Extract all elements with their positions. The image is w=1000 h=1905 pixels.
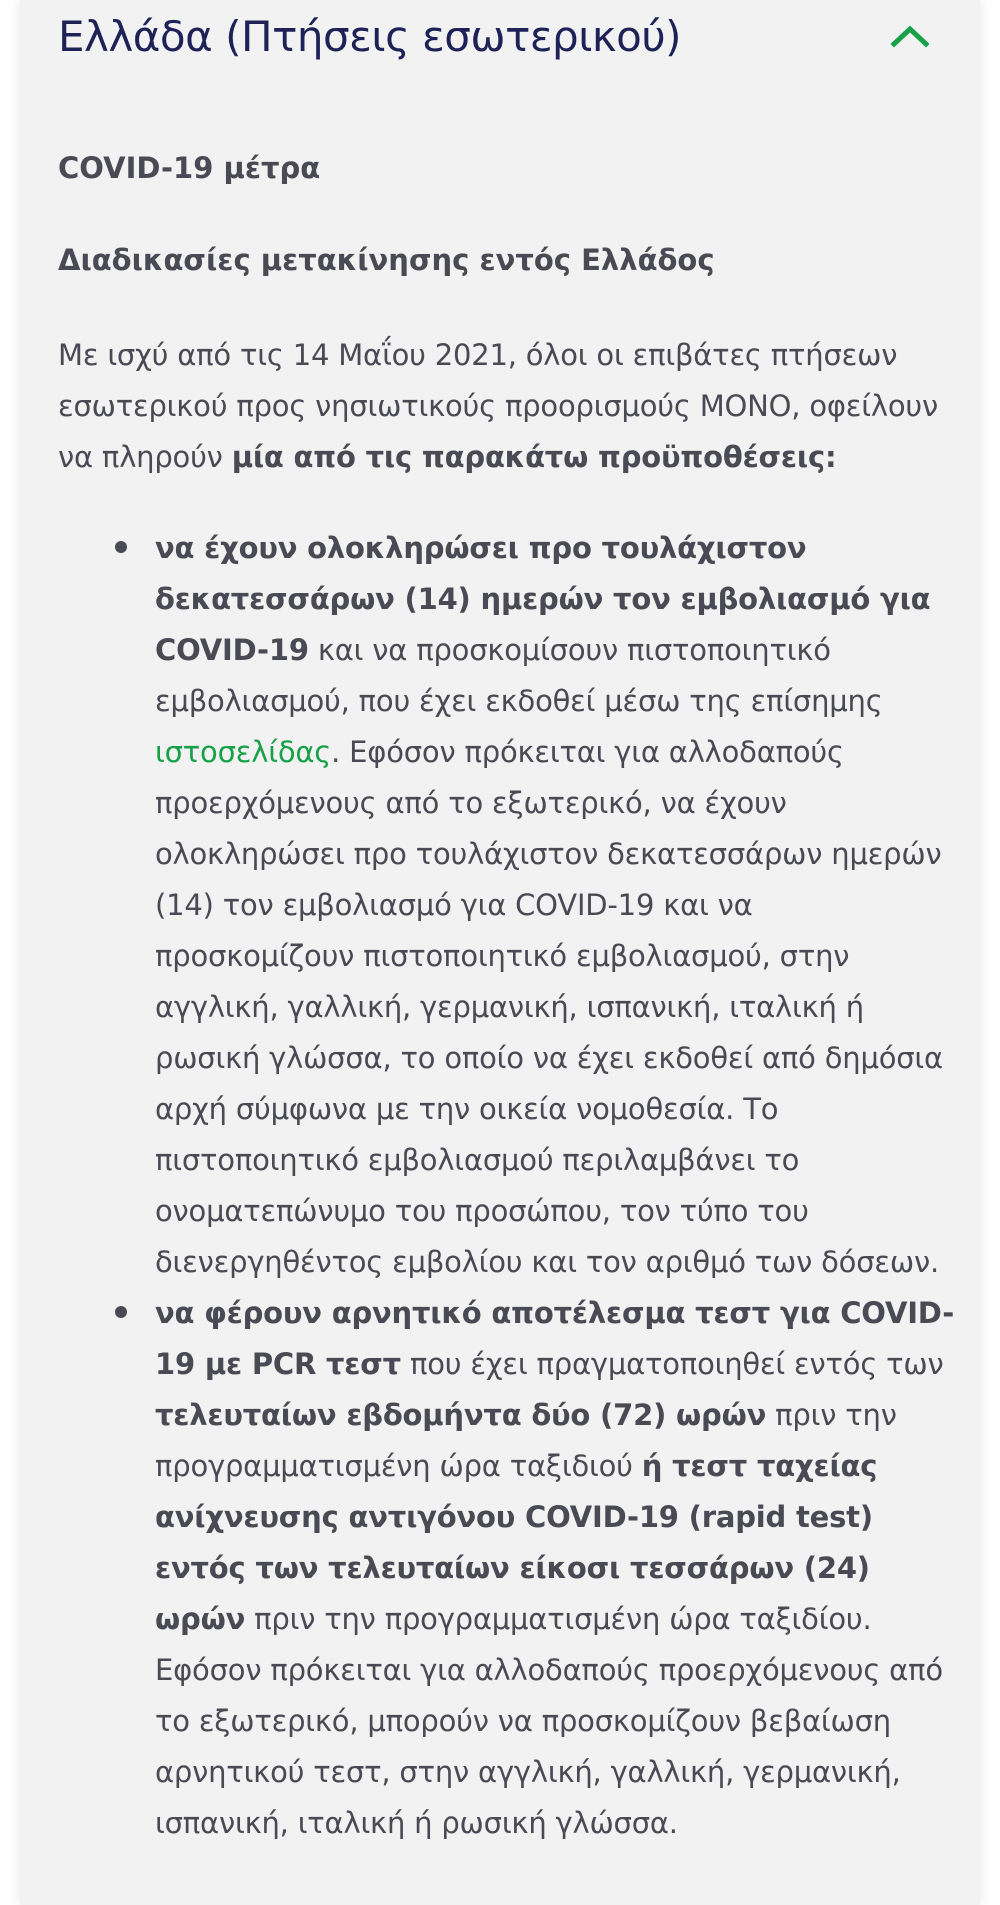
domestic-travel-heading: Διαδικασίες μετακίνησης εντός Ελλάδος — [58, 243, 715, 277]
intro-paragraph — [58, 330, 958, 483]
conditions-list — [58, 523, 958, 1849]
bullet-icon — [115, 1306, 127, 1318]
condition-1-text-rest: . Εφόσον πρόκειται για αλλοδαπούς προερχόμενους από το εξωτερικό, να έχουν ολοκληρώσει προ τουλάχιστον δεκατεσσάρων ημερών (14) τον εμβολιασμό για COVID-19 και να προσκομίζουν πιστοποιητικό εμβολιασμού, στην αγγλική, γαλλική, γερμανική, ισπανική, ιταλική ή ρωσική γλώσσα, το οποίο να έχει εκδοθεί από δημόσια αρχή σύμφωνα με την οικεία νομοθεσία. Το πιστοποιητικό εμβολιασμού περιλαμβάνει το ονοματεπώνυμο του προσώπου, τον τύπο του διενεργηθέντος εμβολίου και τον αριθμό των δόσεων. — [155, 735, 943, 1279]
condition-1-text: και να προσκομίσουν πιστοποιητικό εμβολιασμού, που έχει εκδοθεί μέσω της επίσημης — [155, 633, 883, 718]
intro-text: Με ισχύ από τις 14 Μαΐου 2021, όλοι οι επιβάτες πτήσεων εσωτερικού προς νησιωτικούς προορισμούς ΜΟΝΟ, οφείλουν να πληρούν — [58, 338, 938, 474]
chevron-up-icon[interactable] — [888, 21, 932, 51]
accordion-header[interactable] — [58, 0, 932, 72]
condition-1-bold: να έχουν ολοκληρώσει προ τουλάχιστον δεκατεσσάρων (14) ημερών τον εμβολιασμό για COVID-19 — [155, 531, 931, 667]
official-website-link[interactable]: ιστοσελίδας — [155, 735, 332, 769]
condition-2-text: που έχει πραγματοποιηθεί εντός των — [400, 1347, 944, 1381]
condition-2-bold-hours: τελευταίων εβδομήντα δύο (72) ωρών — [155, 1398, 767, 1432]
condition-2-text-rest: πριν την προγραμματισμένη ώρα ταξιδίου. Εφόσον πρόκειται για αλλοδαπούς προερχόμενους από το εξωτερικό, μπορούν να προσκομίζουν βεβαίωση αρνητικού τεστ, στην αγγλική, γαλλική, γερμανική, ισπανική, ιταλική ή ρωσική γλώσσα. — [155, 1602, 943, 1840]
accordion-title: Ελλάδα (Πτήσεις εσωτερικού) — [58, 11, 682, 61]
intro-bold-text: μία από τις παρακάτω προϋποθέσεις: — [231, 440, 837, 474]
covid-measures-heading: COVID-19 μέτρα — [58, 151, 321, 185]
bullet-icon — [115, 541, 127, 553]
list-item — [155, 523, 958, 1288]
list-item — [155, 1288, 958, 1849]
accordion-content — [58, 148, 958, 1849]
condition-2-bold: να φέρουν αρνητικό αποτέλεσμα τεστ για COVID-19 με PCR τεστ — [155, 1296, 955, 1381]
condition-2-bold-rapid: ή τεστ ταχείας ανίχνευσης αντιγόνου COVID-19 (rapid test) εντός των τελευταίων είκοσι τεσσάρων (24) ωρών — [155, 1449, 878, 1636]
accordion-panel — [20, 0, 980, 1905]
condition-2-text-before-travel: πριν την προγραμματισμένη ώρα ταξιδιού — [155, 1398, 897, 1483]
